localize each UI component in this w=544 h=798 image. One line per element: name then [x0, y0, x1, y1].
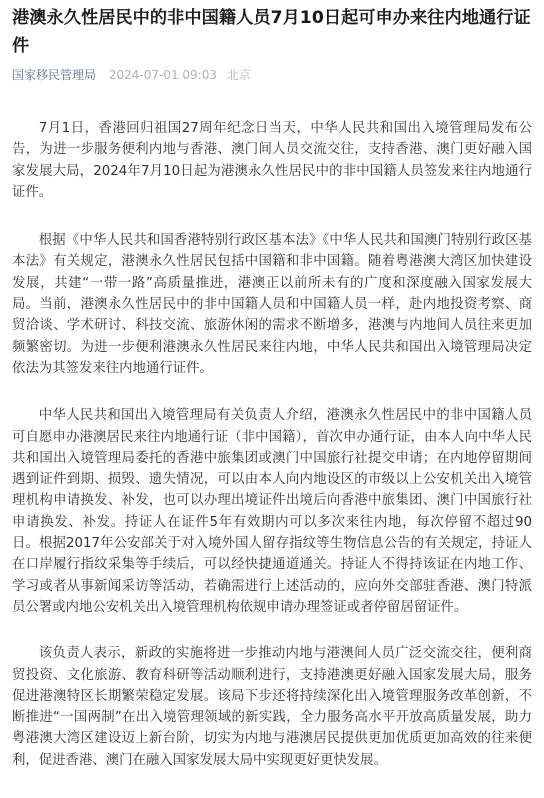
paragraph-3: 中华人民共和国出入境管理局有关负责人介绍，港澳永久性居民中的非中国籍人员可自愿申办港澳居民来往内地通行证（非中国籍），首次申办通行证，由本人向中华人民共和国出入境管理局委托的香港中旅集团或澳门中国旅行社提交申请；在内地停留期间遇到证件到期、损毁、遗失情况，可以由本人向内地设区的市级以上公安机关出入境管理机构申请换发、补发，也可以办理出境证件出境后向香港中旅集团、澳门中国旅行社申请换发、补发。持证人在证件5年有效期内可以多次来往内地，每次停留不超过90日。根据2017年公安部关于对入境外国人留存指纹等生物信息公告的有关规定，持证人在口岸履行指纹采集等手续后，可以经快捷通道通关。持证人不得持该证在内地工作、学习或者从事新闻采访等活动，若确需进行上述活动的，应向外交部驻香港、澳门特派员公署或内地公安机关出入境管理机构依规申请办理签证或者停留居留证件。 — [12, 408, 532, 615]
paragraph-spacer — [12, 618, 532, 643]
paragraph-spacer — [12, 203, 532, 230]
article-meta — [12, 66, 532, 84]
source-account-link[interactable]: 国家移民管理局 — [12, 68, 97, 82]
publish-datetime: 2024-07-01 09:03 — [108, 68, 217, 82]
paragraph-4: 该负责人表示，新政的实施将进一步推动内地与港澳间人员广泛交流交往，便利商贸投资、文化旅游、教育科研等活动顺利进行，支持港澳更好融入国家发展大局，服务促进港澳特区长期繁荣稳定发展。该局下步还将持续深化出入境管理服务改革创新，不断推进“一国两制”在出入境管理领域的新实践，全力服务高水平开放高质量发展，助力粤港澳大湾区建设迈上新台阶，切实为内地与港澳居民提供更加优质更加高效的往来便利，促进香港、澳门在融入国家发展大局中实现更好更快发展。 — [12, 646, 532, 768]
publish-location: 北京 — [226, 68, 251, 82]
article-body — [12, 118, 532, 771]
article-title: 港澳永久性居民中的非中国籍人员7月10日起可申办来往内地通行证件 — [12, 8, 531, 56]
paragraph-spacer — [12, 379, 532, 405]
paragraph-2: 根据《中华人民共和国香港特别行政区基本法》《中华人民共和国澳门特别行政区基本法》有关规定，港澳永久性居民包括中国籍和非中国籍。随着粤港澳大湾区加快建设发展，共建“一带一路”高质量推进，港澳正以前所未有的广度和深度融入国家发展大局。当前，港澳永久性居民中的非中国籍人员和中国籍人员一样，赴内地投资考察、商贸洽谈、学术研讨、科技交流、旅游休闲的需求不断增多，港澳与内地间人员往来更加频繁密切。为进一步便利港澳永久性居民来往内地，中华人民共和国出入境管理局决定依法为其签发来往内地通行证件。 — [12, 233, 532, 376]
paragraph-1: 7月1日，香港回归祖国27周年纪念日当天，中华人民共和国出入境管理局发布公告，为进一步服务便利内地与香港、澳门间人员交流交往，支持香港、澳门更好融入国家发展大局，2024年7月10日起为港澳永久性居民中的非中国籍人员签发来往内地通行证件。 — [12, 121, 532, 200]
